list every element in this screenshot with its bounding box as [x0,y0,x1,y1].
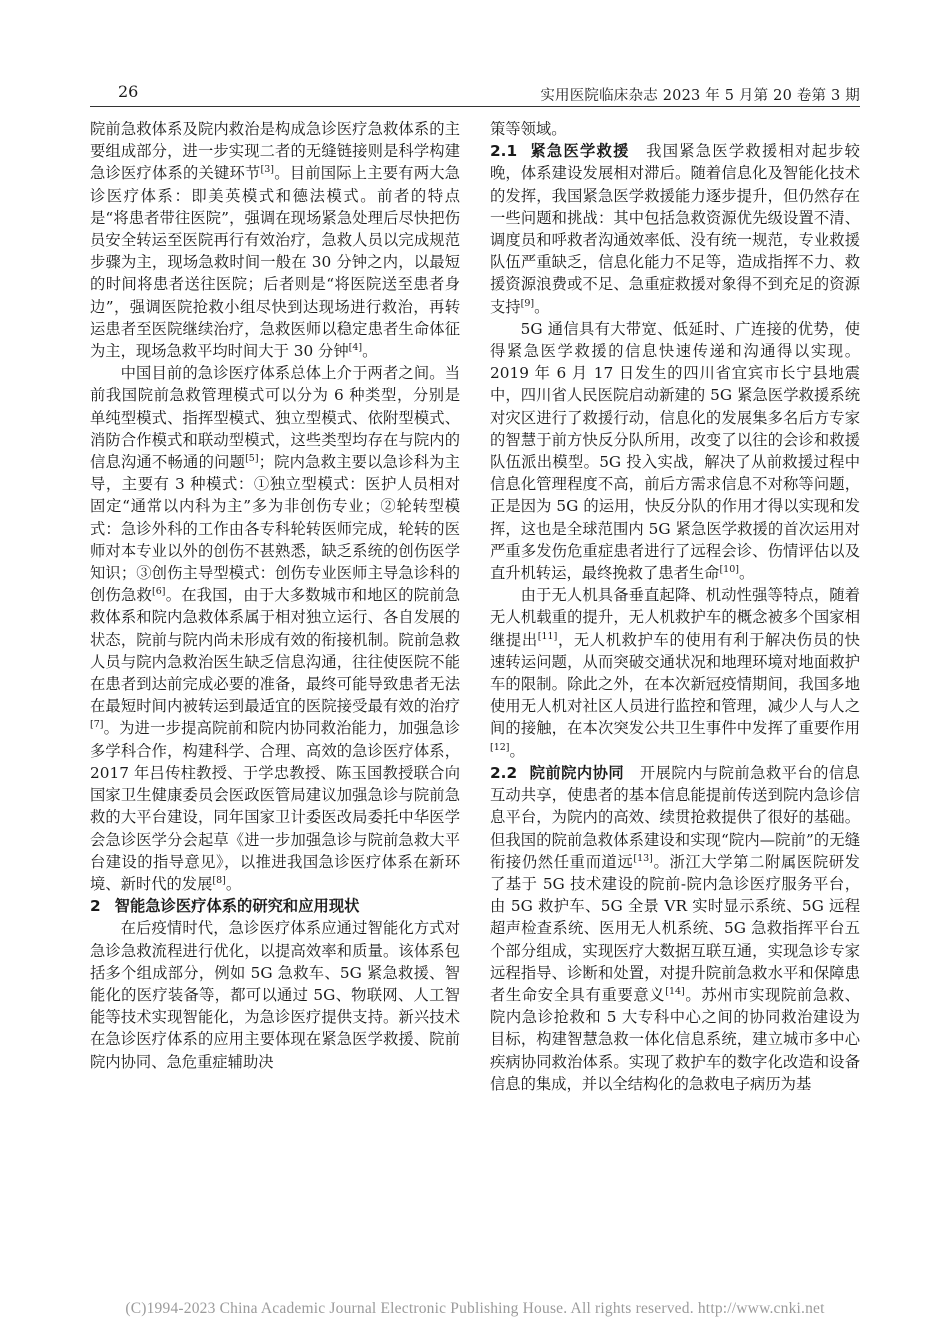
page-header [90,80,860,107]
text-run: 由于无人机具备垂直起降、机动性强等特点，随着无人机载重的提升，无人机救护车的概念被多个国家相继提出 [490,586,860,649]
section-title: 智能急诊医疗体系的研究和应用现状 [114,897,360,916]
subsection-title: 院前院内协同 [529,763,625,782]
text-run: 。 [225,874,242,893]
left-column [90,118,460,1073]
text-run: 。苏州市实现院前急救、院内急诊抢救和 5 大专科中心之间的协同救治建设为目标，构建智慧急救一体化信息系统，建立城市多中心疾病协同救治体系。实现了救护车的数字化改造和设备信息的集成，并以全结构化的急救电子病历为基 [490,985,860,1093]
citation-ref: [10] [719,563,739,575]
text-run: 院前急救体系及院内救治是构成急诊医疗急救体系的主要组成部分，进一步实现二者的无缝链接则是科学构建急诊医疗体系的关键环节 [90,120,460,183]
citation-ref: [13] [633,852,653,864]
page-number: 26 [118,82,139,101]
text-run: 。 [362,342,378,361]
paragraph-5g-communication [490,318,860,584]
citation-ref: [14] [665,985,685,997]
text-run: ；院内急救主要以急诊科为主导，主要有 3 种模式：①独立型模式：医护人员相对固定“通常以内科为主”多为非创伤专业；②轮转型模式：急诊外科的工作由各专科轮转医师完成，轮转的医师对本专业以外的创伤不甚熟悉，缺乏系统的创伤医学知识；③创伤主导型模式：创伤专业医师主导急诊科的创伤急救 [90,453,460,605]
citation-ref: [9] [520,297,535,309]
text-run: 我国紧急医学救援相对起步较晚，体系建设发展相对滞后。随着信息化及智能化技术的发挥，我国紧急医学救援能力逐步提升，但仍然存在一些问题和挑战：其中包括急救资源优先级设置不清、调度员和呼救者沟通效率低、没有统一规范，专业救援队伍严重缺乏，信息化能力不足等，造成指挥不力、救援资源浪费或不足、急重症救援对象得不到充足的资源支持 [490,142,860,316]
paragraph-china-system [90,362,460,895]
citation-ref: [11] [537,630,558,642]
text-run: 在后疫情时代，急诊医疗体系应通过智能化方式对急诊急救流程进行优化，以提高效率和质量。该体系包括多个组成部分，例如 5G 急救车、5G 紧急救援、智能化的医疗装备等，都可以通过 5G、物联网、人工智能等技术实现智能化，为急诊医疗提供支持。新兴技术在急诊医疗体系的应用主要体现在紧急医学救援、院前院内协同、急危重症辅助决 [90,919,460,1071]
right-column [490,118,860,1095]
paragraph-continuation [490,118,860,140]
text-run: 开展院内与院前急救平台的信息互动共享，使患者的基本信息能提前传送到院内急诊信息平台，为院内的高效、续贯抢救提供了很好的基础。但我国的院前急救体系建设和实现“院内—院前”的无缝衔接仍然任重而道远 [490,763,860,871]
citation-ref: [5] [245,452,259,464]
section-heading-2 [90,895,460,917]
subsection-heading-2-2 [490,764,624,782]
text-run: 。为进一步提高院前和院内协同救治能力，加强急诊多学科合作，构建科学、合理、高效的急诊医疗体系，2017 年吕传柱教授、于学忠教授、陈玉国教授联合向国家卫生健康委员会医政医管局建议加强急诊与院前急救的大平台建设，同年国家卫计委医改局委托中华医学会急诊医学分会起草《进一步加强急诊与院前急救大平台建设的指导意见》，以推进我国急诊医疗体系在新环境、新时代的发展 [90,719,460,893]
subsection-number: 2.1 [490,142,518,161]
text-run: 。目前国际上主要有两大急诊医疗体系：即美英模式和德法模式。前者的特点是“将患者带往医院”，强调在现场紧急处理后尽快把伤员安全转运至医院再行有效治疗，急救人员以完成规范步骤为主，现场急救时间一般在 30 分钟之内，以最短的时间将患者送往医院；后者则是“将医院送至患者身边”，强调医院抢救小组尽快到达现场进行救治，再转运患者至医院继续治疗，急救医师以稳定患者生命体征为主，现场急救平均时间大于 30 分钟 [90,164,460,361]
text-run: 。在我国，由于大多数城市和地区的院前急救体系和院内急救体系属于相对独立运行、各自发展的状态，院前与院内尚未形成有效的衔接机制。院前急救人员与院内急救治医生缺乏信息沟通，往往使医院不能在患者到达前完成必要的准备，最终可能导致患者无法在最短时间内被转运到最适宜的医院接受最有效的治疗 [90,586,460,716]
paragraph-drones [490,584,860,762]
paragraph-emergency-systems [90,118,460,362]
citation-ref: [6] [152,586,166,598]
section-number: 2 [90,897,101,916]
journal-info: 实用医院临床杂志 2023 年 5 月第 20 卷第 3 期 [540,88,860,104]
text-run: 策等领域。 [490,120,567,138]
text-run: 。 [738,564,755,583]
text-run: 。 [534,297,550,316]
text-run: 。 [509,741,525,760]
copyright-footer: (C)1994-2023 China Academic Journal Electronic Publishing House. All rights reserved. http://www.cnki.net [125,1300,825,1317]
subsection-number: 2.2 [490,763,518,782]
text-run: 。浙江大学第二附属医院研发了基于 5G 技术建设的院前-院内急诊医疗服务平台，由 5G 救护车、5G 全景 VR 实时显示系统、5G 远程超声检查系统、医用无人机系统、5G 急救指挥平台五个部分组成，实现医疗大数据互联互通，实现急诊专家远程指导、诊断和处置，对提升院前急救水平和保障患者生命安全具有重要意义 [490,852,860,1004]
paragraph-subsection-2-2 [490,762,860,1095]
paragraph-post-pandemic [90,917,460,1072]
subsection-heading-2-1 [490,142,630,160]
text-run: 中国目前的急诊医疗体系总体上介于两者之间。当前我国院前急救管理模式可以分为 6 种类型，分别是单纯型模式、指挥型模式、独立型模式、依附型模式、消防合作模式和联动型模式，这些类型均存在与院内的信息沟通不畅通的问题 [90,364,460,472]
citation-ref: [7] [90,719,104,731]
citation-ref: [8] [212,874,226,886]
text-run: ，无人机救护车的使用有利于解决伤员的快速转运问题，从而突破交通状况和地理环境对地面救护车的限制。除此之外，在本次新冠疫情期间，我国多地使用无人机对社区人员进行监控和管理，减少人与人之间的接触，在本次突发公共卫生事件中发挥了重要作用 [490,630,860,738]
citation-ref: [4] [348,341,363,353]
citation-ref: [12] [490,741,510,753]
subsection-title: 紧急医学救援 [529,142,630,161]
paragraph-subsection-2-1 [490,140,860,318]
text-run: 5G 通信具有大带宽、低延时、广连接的优势，使得紧急医学救援的信息快速传递和沟通得以实现。2019 年 6 月 17 日发生的四川省宜宾市长宁县地震中，四川省人民医院启动新建的 5G 紧急医学救援系统对灾区进行了救援行动，信息化的发展集多名后方专家的智慧于前方快反分队所用，改变了以往的会诊和救援队伍派出模型。5G 投入实战，解决了从前救援过程中信息化管理程度不高，前后方需求信息不对称等问题，正是因为 5G 的运用，快反分队的作用才得以实现和发挥，这也是全球范围内 5G 紧急医学救援的首次运用对严重多发伤危重症患者进行了远程会诊、伤情评估以及直升机转运，最终挽救了患者生命 [490,319,860,583]
citation-ref: [3] [260,164,274,176]
